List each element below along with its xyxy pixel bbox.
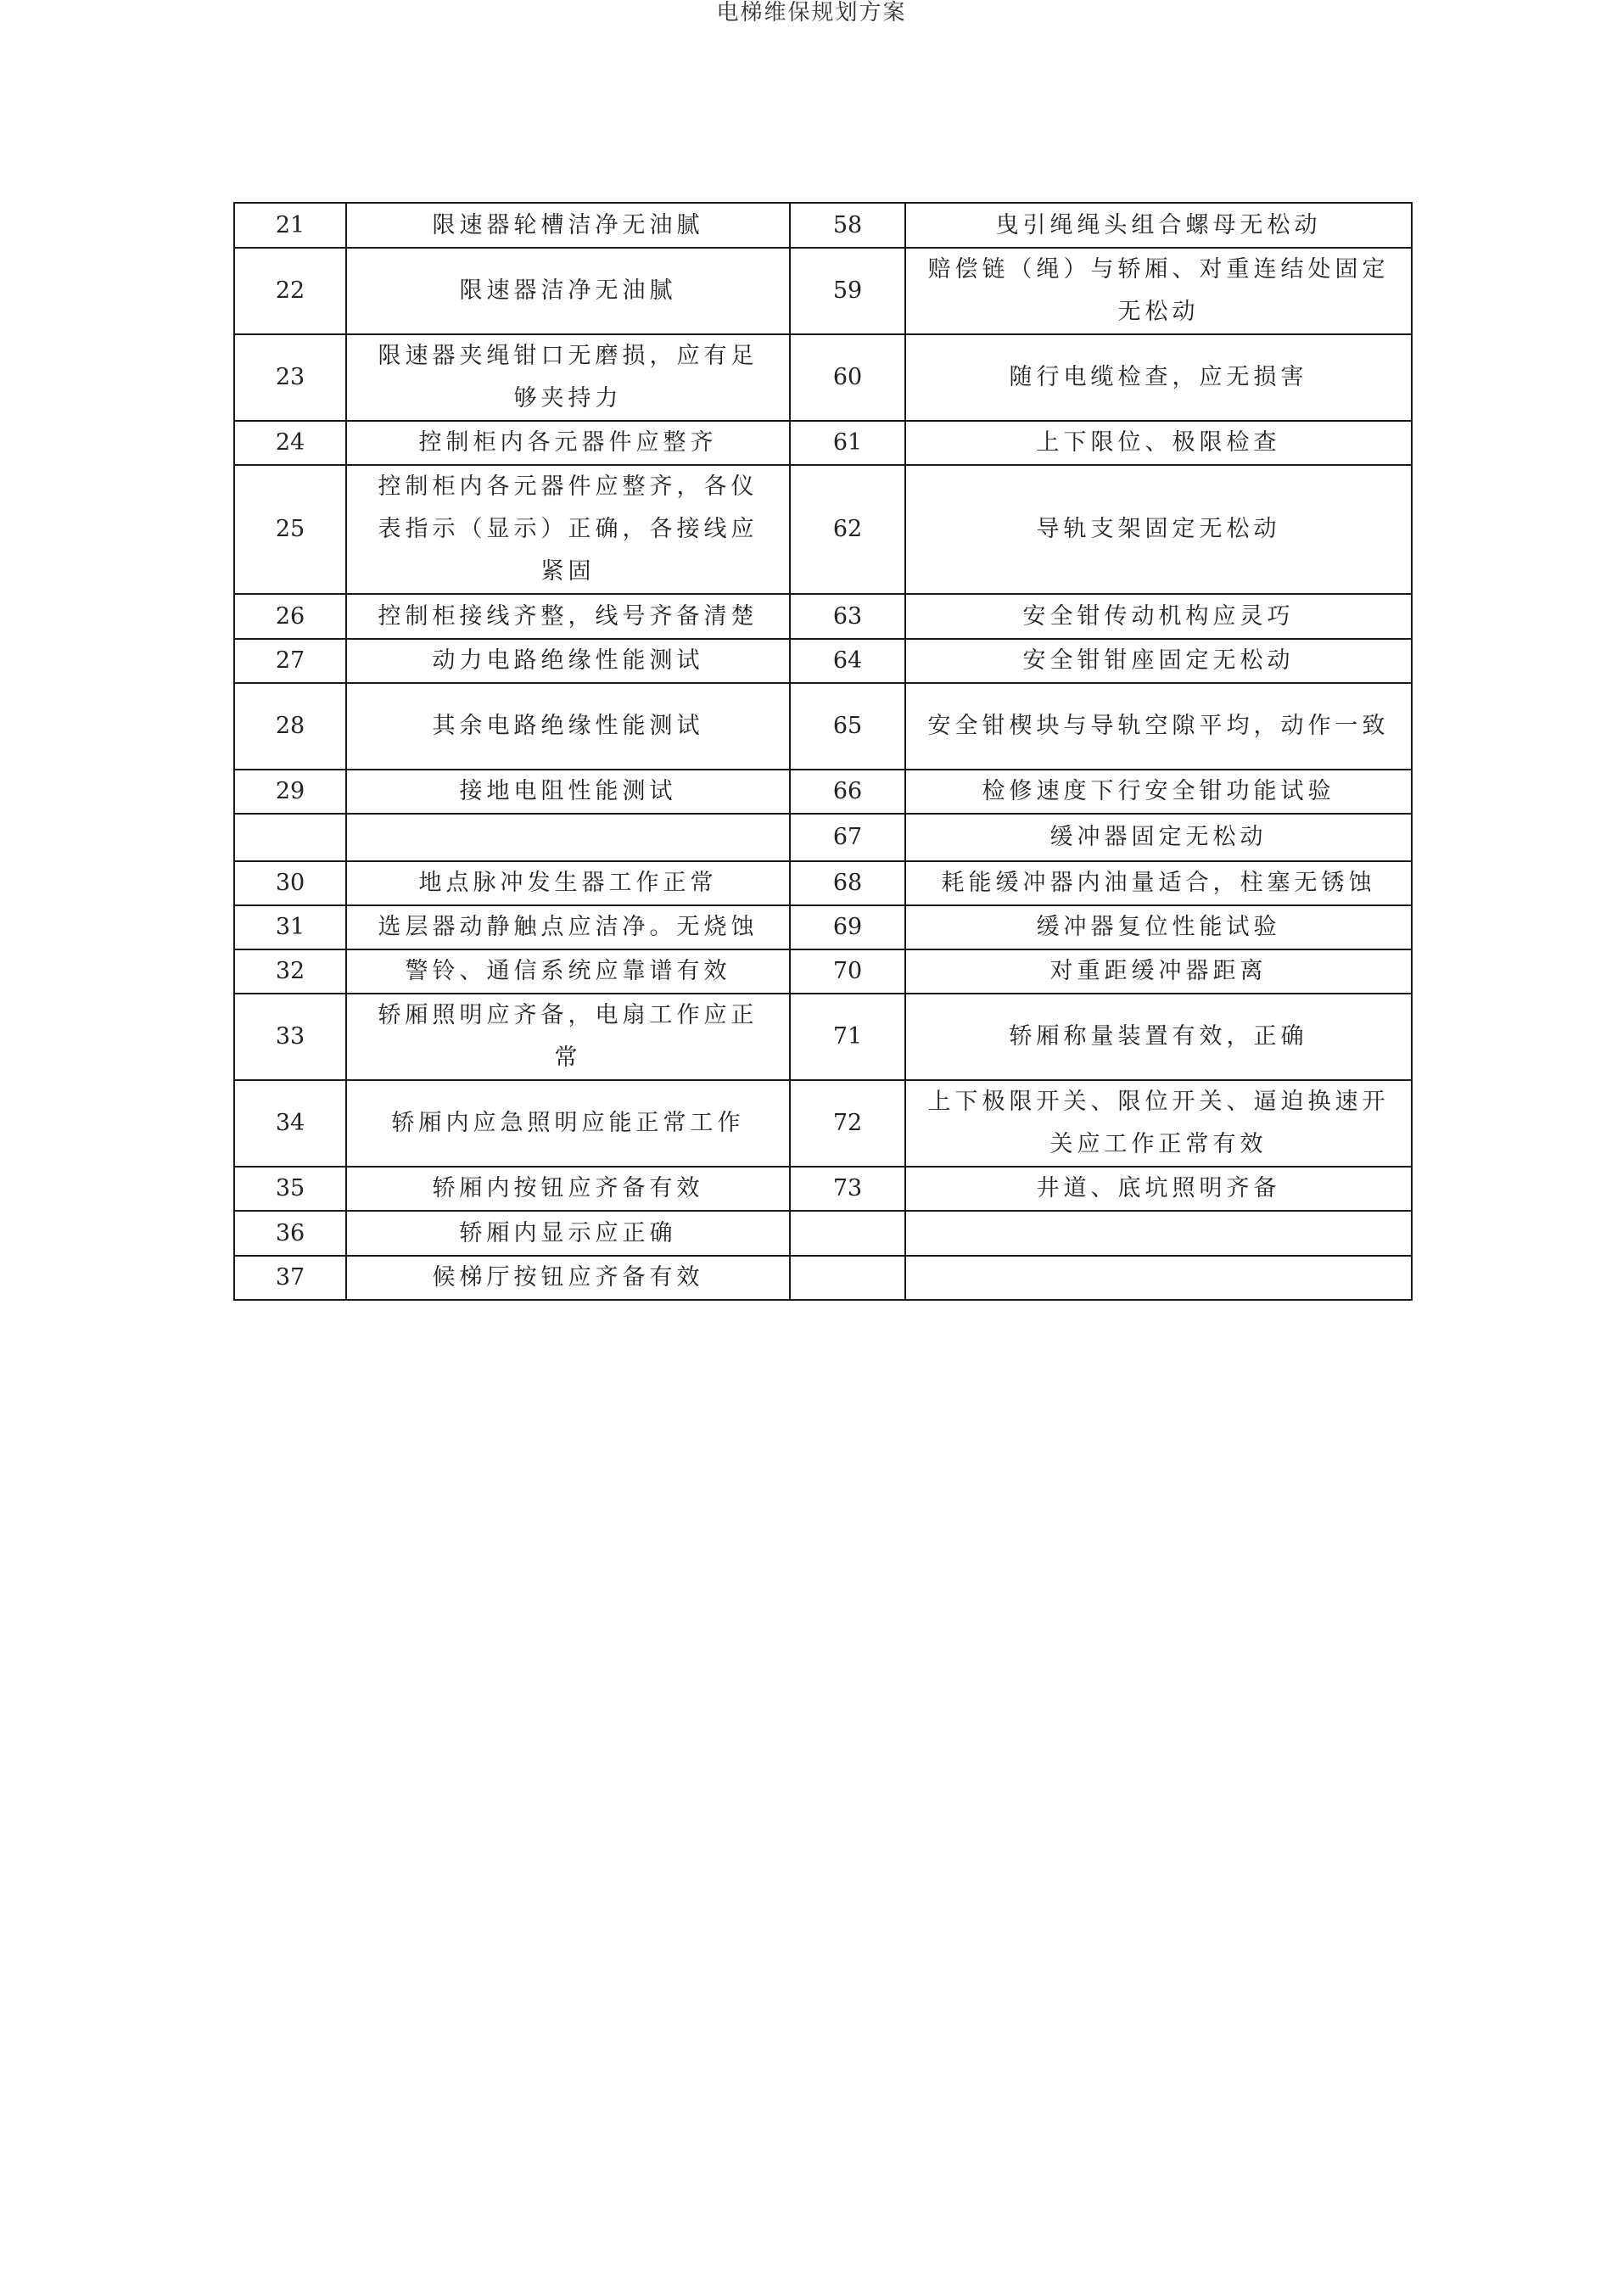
item-description-cell: 控制柜内各元器件应整齐	[346, 421, 790, 465]
item-description-cell: 选层器动静触点应洁净。无烧蚀	[346, 905, 790, 949]
item-number-cell: 72	[790, 1080, 905, 1167]
item-number-cell: 67	[790, 814, 905, 861]
table-row	[234, 905, 1412, 949]
item-number-cell: 68	[790, 861, 905, 905]
item-number-cell: 70	[790, 949, 905, 994]
table-row	[234, 1211, 1412, 1256]
table-row	[234, 683, 1412, 770]
item-number-cell: 24	[234, 421, 346, 465]
item-description-cell: 导轨支架固定无松动	[905, 465, 1412, 594]
item-description-cell: 控制柜接线齐整，线号齐备清楚	[346, 594, 790, 639]
item-description-cell: 其余电路绝缘性能测试	[346, 683, 790, 770]
item-description-cell: 控制柜内各元器件应整齐，各仪表指示（显示）正确，各接线应紧固	[346, 465, 790, 594]
table-row	[234, 1256, 1412, 1300]
item-number-cell: 61	[790, 421, 905, 465]
item-number-cell	[790, 1256, 905, 1300]
item-number-cell: 69	[790, 905, 905, 949]
item-description-cell: 轿厢内按钮应齐备有效	[346, 1167, 790, 1211]
table-row	[234, 1167, 1412, 1211]
table-row	[234, 994, 1412, 1080]
item-description-cell: 安全钳传动机构应灵巧	[905, 594, 1412, 639]
item-description-cell: 随行电缆检查，应无损害	[905, 334, 1412, 421]
table-row	[234, 203, 1412, 248]
item-number-cell: 62	[790, 465, 905, 594]
item-description-cell: 轿厢称量装置有效，正确	[905, 994, 1412, 1080]
item-description-cell: 曳引绳绳头组合螺母无松动	[905, 203, 1412, 248]
item-number-cell: 25	[234, 465, 346, 594]
maintenance-items-table	[233, 202, 1413, 1301]
item-number-cell: 60	[790, 334, 905, 421]
item-number-cell: 33	[234, 994, 346, 1080]
item-number-cell: 27	[234, 639, 346, 683]
item-number-cell: 30	[234, 861, 346, 905]
table-row	[234, 949, 1412, 994]
item-description-cell: 限速器夹绳钳口无磨损，应有足够夹持力	[346, 334, 790, 421]
item-number-cell: 58	[790, 203, 905, 248]
item-number-cell	[790, 1211, 905, 1256]
item-description-cell: 上下限位、极限检查	[905, 421, 1412, 465]
item-description-cell: 井道、底坑照明齐备	[905, 1167, 1412, 1211]
table-row	[234, 421, 1412, 465]
item-description-cell: 缓冲器固定无松动	[905, 814, 1412, 861]
item-number-cell: 34	[234, 1080, 346, 1167]
table-row	[234, 639, 1412, 683]
item-description-cell: 轿厢内显示应正确	[346, 1211, 790, 1256]
item-description-cell: 警铃、通信系统应靠谱有效	[346, 949, 790, 994]
item-description-cell	[905, 1211, 1412, 1256]
item-number-cell: 37	[234, 1256, 346, 1300]
item-description-cell: 动力电路绝缘性能测试	[346, 639, 790, 683]
item-description-cell: 安全钳钳座固定无松动	[905, 639, 1412, 683]
item-description-cell: 安全钳楔块与导轨空隙平均，动作一致	[905, 683, 1412, 770]
item-number-cell: 36	[234, 1211, 346, 1256]
item-description-cell: 上下极限开关、限位开关、逼迫换速开关应工作正常有效	[905, 1080, 1412, 1167]
table-row	[234, 465, 1412, 594]
item-description-cell: 地点脉冲发生器工作正常	[346, 861, 790, 905]
item-description-cell: 检修速度下行安全钳功能试验	[905, 770, 1412, 814]
item-number-cell: 26	[234, 594, 346, 639]
item-number-cell: 21	[234, 203, 346, 248]
item-description-cell: 候梯厅按钮应齐备有效	[346, 1256, 790, 1300]
item-description-cell: 对重距缓冲器距离	[905, 949, 1412, 994]
item-number-cell: 23	[234, 334, 346, 421]
item-description-cell: 限速器轮槽洁净无油腻	[346, 203, 790, 248]
item-number-cell: 66	[790, 770, 905, 814]
table-row	[234, 861, 1412, 905]
table-row	[234, 334, 1412, 421]
item-number-cell: 22	[234, 248, 346, 334]
item-description-cell: 轿厢照明应齐备，电扇工作应正常	[346, 994, 790, 1080]
item-number-cell: 35	[234, 1167, 346, 1211]
item-number-cell	[234, 814, 346, 861]
item-number-cell: 32	[234, 949, 346, 994]
item-description-cell: 轿厢内应急照明应能正常工作	[346, 1080, 790, 1167]
item-description-cell: 赔偿链（绳）与轿厢、对重连结处固定无松动	[905, 248, 1412, 334]
item-number-cell: 29	[234, 770, 346, 814]
table-row	[234, 248, 1412, 334]
item-number-cell: 71	[790, 994, 905, 1080]
item-number-cell: 28	[234, 683, 346, 770]
item-number-cell: 59	[790, 248, 905, 334]
table-row	[234, 1080, 1412, 1167]
table-row	[234, 814, 1412, 861]
page-header-title: 电梯维保规划方案	[716, 0, 907, 25]
item-number-cell: 31	[234, 905, 346, 949]
item-description-cell	[905, 1256, 1412, 1300]
item-number-cell: 63	[790, 594, 905, 639]
item-number-cell: 64	[790, 639, 905, 683]
table-row	[234, 594, 1412, 639]
table-row	[234, 770, 1412, 814]
item-description-cell: 接地电阻性能测试	[346, 770, 790, 814]
item-description-cell: 耗能缓冲器内油量适合，柱塞无锈蚀	[905, 861, 1412, 905]
item-number-cell: 65	[790, 683, 905, 770]
item-description-cell	[346, 814, 790, 861]
maintenance-items-table-body	[234, 203, 1412, 1300]
item-number-cell: 73	[790, 1167, 905, 1211]
item-description-cell: 缓冲器复位性能试验	[905, 905, 1412, 949]
item-description-cell: 限速器洁净无油腻	[346, 248, 790, 334]
